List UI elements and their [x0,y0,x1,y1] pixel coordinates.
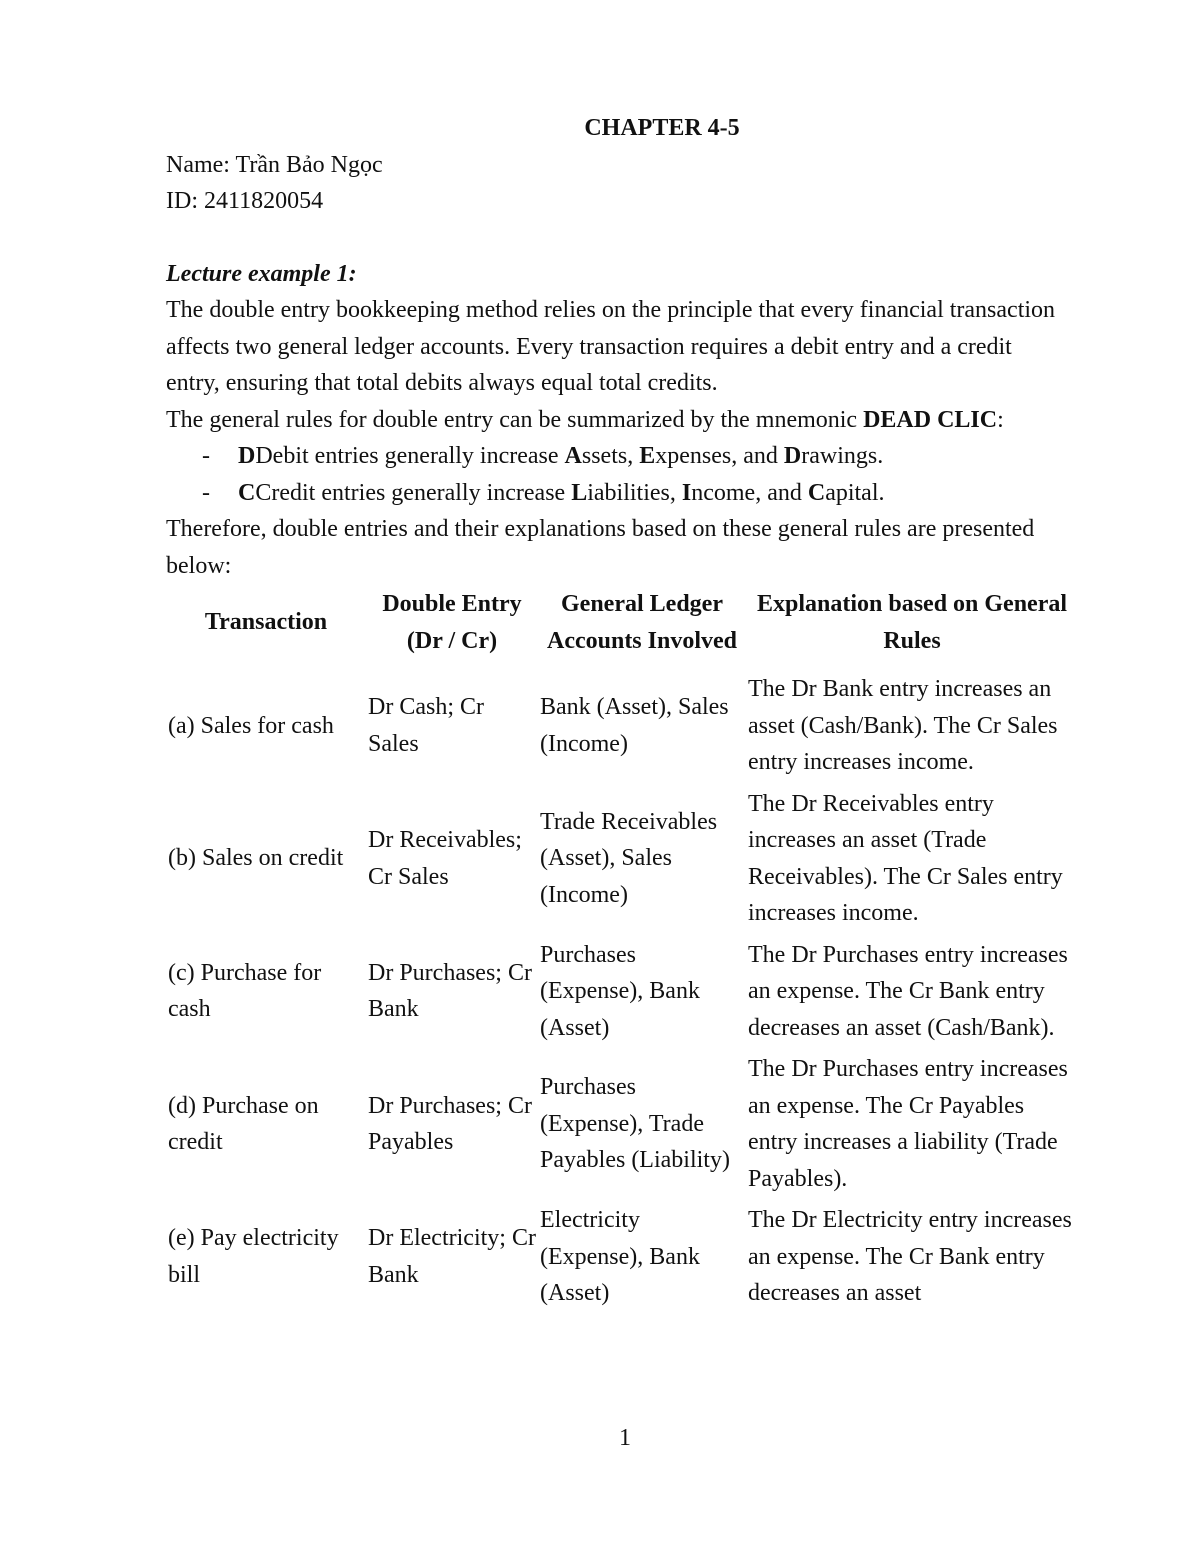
student-id: ID: 2411820054 [166,188,324,214]
rule-text: xpenses, and [655,443,784,469]
rule-key-letter: I [681,479,692,506]
header-transaction: Transaction [204,609,328,636]
rule-lead-letter: C [238,479,256,506]
rules-colon: : [997,406,1004,433]
rule-key-letter: A [564,443,582,469]
rule-key-letter: L [571,479,588,506]
page-content [166,110,1072,1315]
intro-paragraph: The double entry bookkeeping method relies on the principle that every financial transaction affects two general ledger accounts. Every transaction requires a debit entry and a credit entry, ensuring that total debits always equal total credits. [166,297,1056,396]
cell-accounts: Purchases (Expense), Bank (Asset) [540,941,700,1041]
rule-text: Debit entries generally increase [255,443,565,469]
table-row [166,784,1078,935]
rules-paragraph [166,402,1066,439]
cell-accounts: Electricity (Expense), Bank (Asset) [540,1207,700,1306]
rule-text: apital. [825,479,885,506]
rule-text: ssets, [581,443,640,469]
rule-key-letter: C [807,479,826,506]
table-header-row [166,584,1078,669]
cell-double-entry: Dr Purchases; Cr Payables [368,1092,532,1155]
rules-list [166,438,1066,511]
rule-key-letter: E [639,443,656,469]
example-title: Lecture example 1: [166,260,357,287]
cell-explanation: The Dr Electricity entry increases an expense. The Cr Bank entry decreases an asset [748,1207,1072,1306]
table-row [166,1049,1078,1200]
header-double-entry: Double Entry (Dr / Cr) [382,591,522,654]
cell-explanation: The Dr Purchases entry increases an expense. The Cr Payables entry increases a liability (Trade Payables). [748,1056,1068,1192]
list-dash: - [202,479,210,506]
page-number: 1 [619,1425,631,1451]
cell-transaction: (b) Sales on credit [168,845,344,872]
cell-accounts: Purchases (Expense), Trade Payables (Liability) [540,1074,730,1174]
table-row [166,669,1078,784]
rule-text: Credit entries generally increase [255,479,572,506]
cell-transaction: (a) Sales for cash [168,712,334,739]
cell-double-entry: Dr Cash; Cr Sales [368,694,484,757]
list-dash: - [202,443,210,469]
cell-transaction: (c) Purchase for cash [168,959,322,1023]
closing-paragraph: Therefore, double entries and their explanations based on these general rules are presented below: [166,516,1035,579]
header-explanation: Explanation based on General Rules [756,591,1068,654]
double-entry-table [166,584,1078,1315]
blank-line [166,220,1066,256]
cell-accounts: Bank (Asset), Sales (Income) [540,694,729,757]
rules-intro-text: The general rules for double entry can be summarized by the mnemonic [166,406,864,433]
cell-explanation: The Dr Receivables entry increases an asset (Trade Receivables). The Cr Sales entry increases income. [748,790,1063,926]
chapter-heading: CHAPTER 4-5 [584,115,740,141]
rule-text: ncome, and [691,479,808,506]
cell-accounts: Trade Receivables (Asset), Sales (Income) [540,808,718,908]
cell-double-entry: Dr Receivables; Cr Sales [368,827,522,890]
mnemonic-text: DEAD CLIC [863,406,998,433]
cell-double-entry: Dr Electricity; Cr Bank [368,1225,536,1288]
header-accounts: General Ledger Accounts Involved [546,591,738,654]
cell-double-entry: Dr Purchases; Cr Bank [368,959,532,1023]
cell-explanation: The Dr Bank entry increases an asset (Cash/Bank). The Cr Sales entry increases income. [748,676,1058,775]
rule-item-credit [166,475,1066,512]
rule-key-letter: D [783,443,802,469]
table-row [166,1200,1078,1315]
cell-transaction: (d) Purchase on credit [168,1092,319,1155]
cell-explanation: The Dr Purchases entry increases an expense. The Cr Bank entry decreases an asset (Cash/Bank). [748,941,1068,1041]
student-name: Name: Trần Bảo Ngọc [166,151,383,178]
rule-lead-letter: D [238,443,256,469]
table-row [166,935,1078,1050]
rule-text: rawings. [801,443,884,469]
rule-item-debit [166,438,1066,475]
rule-text: iabilities, [587,479,682,506]
cell-transaction: (e) Pay electricity bill [168,1225,339,1288]
